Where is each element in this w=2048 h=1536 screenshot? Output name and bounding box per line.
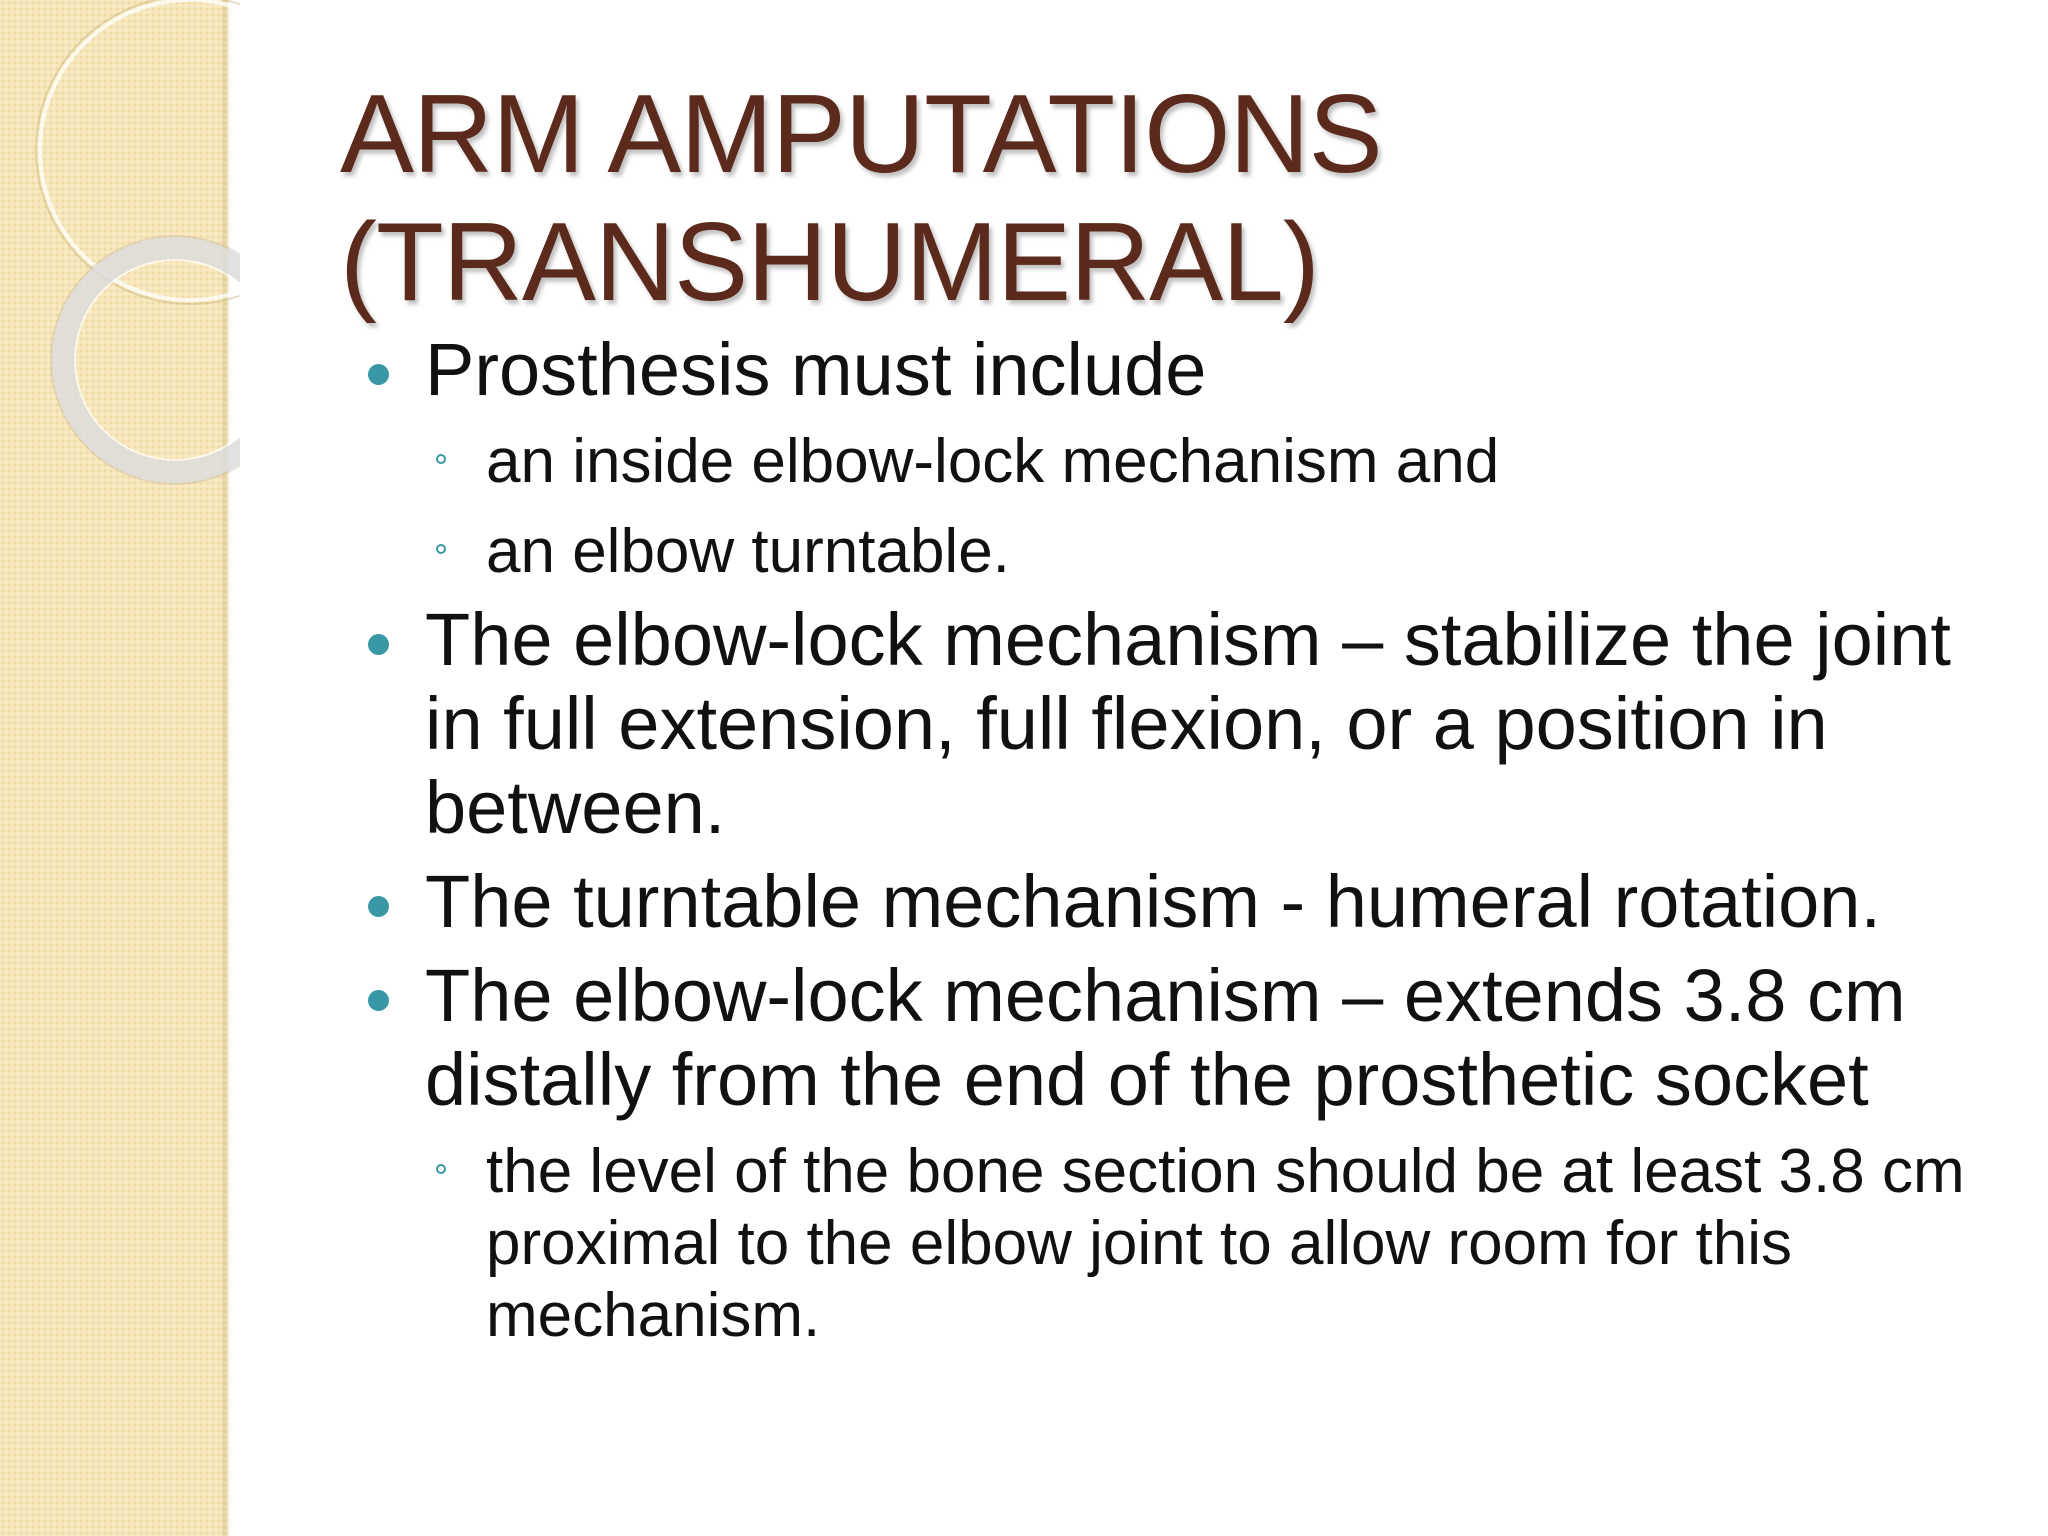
- page-title: [340, 70, 1940, 326]
- bullet-item: [340, 328, 1980, 412]
- sub-bullet-text: the level of the bone section should be at least 3.8 cm proximal to the elbow joint to allow room for this mechanism.: [486, 1137, 1965, 1350]
- decorative-circles: [0, 0, 240, 520]
- sub-bullet-text: an elbow turntable.: [486, 517, 1010, 586]
- bullet-item: [340, 598, 1980, 850]
- bullet-text: The elbow-lock mechanism – extends 3.8 cm distally from the end of the prosthetic socket: [425, 954, 1906, 1121]
- bullet-dot-icon: [368, 896, 389, 917]
- bullet-list: [340, 328, 1980, 1352]
- sub-bullet-ring-icon: [436, 544, 446, 554]
- sub-bullet-ring-icon: [436, 1164, 446, 1174]
- bullet-item: [340, 954, 1980, 1122]
- title-line-1: ARM AMPUTATIONS: [340, 72, 1382, 196]
- bullet-text: Prosthesis must include: [425, 328, 1207, 411]
- bullet-dot-icon: [368, 990, 389, 1011]
- sub-bullet-item: [340, 426, 1980, 498]
- sub-bullet-ring-icon: [436, 454, 446, 464]
- bullet-item: [340, 860, 1980, 944]
- title-line-2: (TRANSHUMERAL): [340, 200, 1319, 324]
- sub-bullet-item: [340, 516, 1980, 588]
- bullet-dot-icon: [368, 634, 389, 655]
- sub-bullet-item: [340, 1136, 1980, 1352]
- bullet-text: The turntable mechanism - humeral rotation.: [425, 860, 1882, 943]
- bullet-dot-icon: [368, 364, 389, 385]
- sub-bullet-text: an inside elbow-lock mechanism and: [486, 427, 1500, 496]
- bullet-text: The elbow-lock mechanism – stabilize the joint in full extension, full flexion, or a position in between.: [425, 598, 1951, 849]
